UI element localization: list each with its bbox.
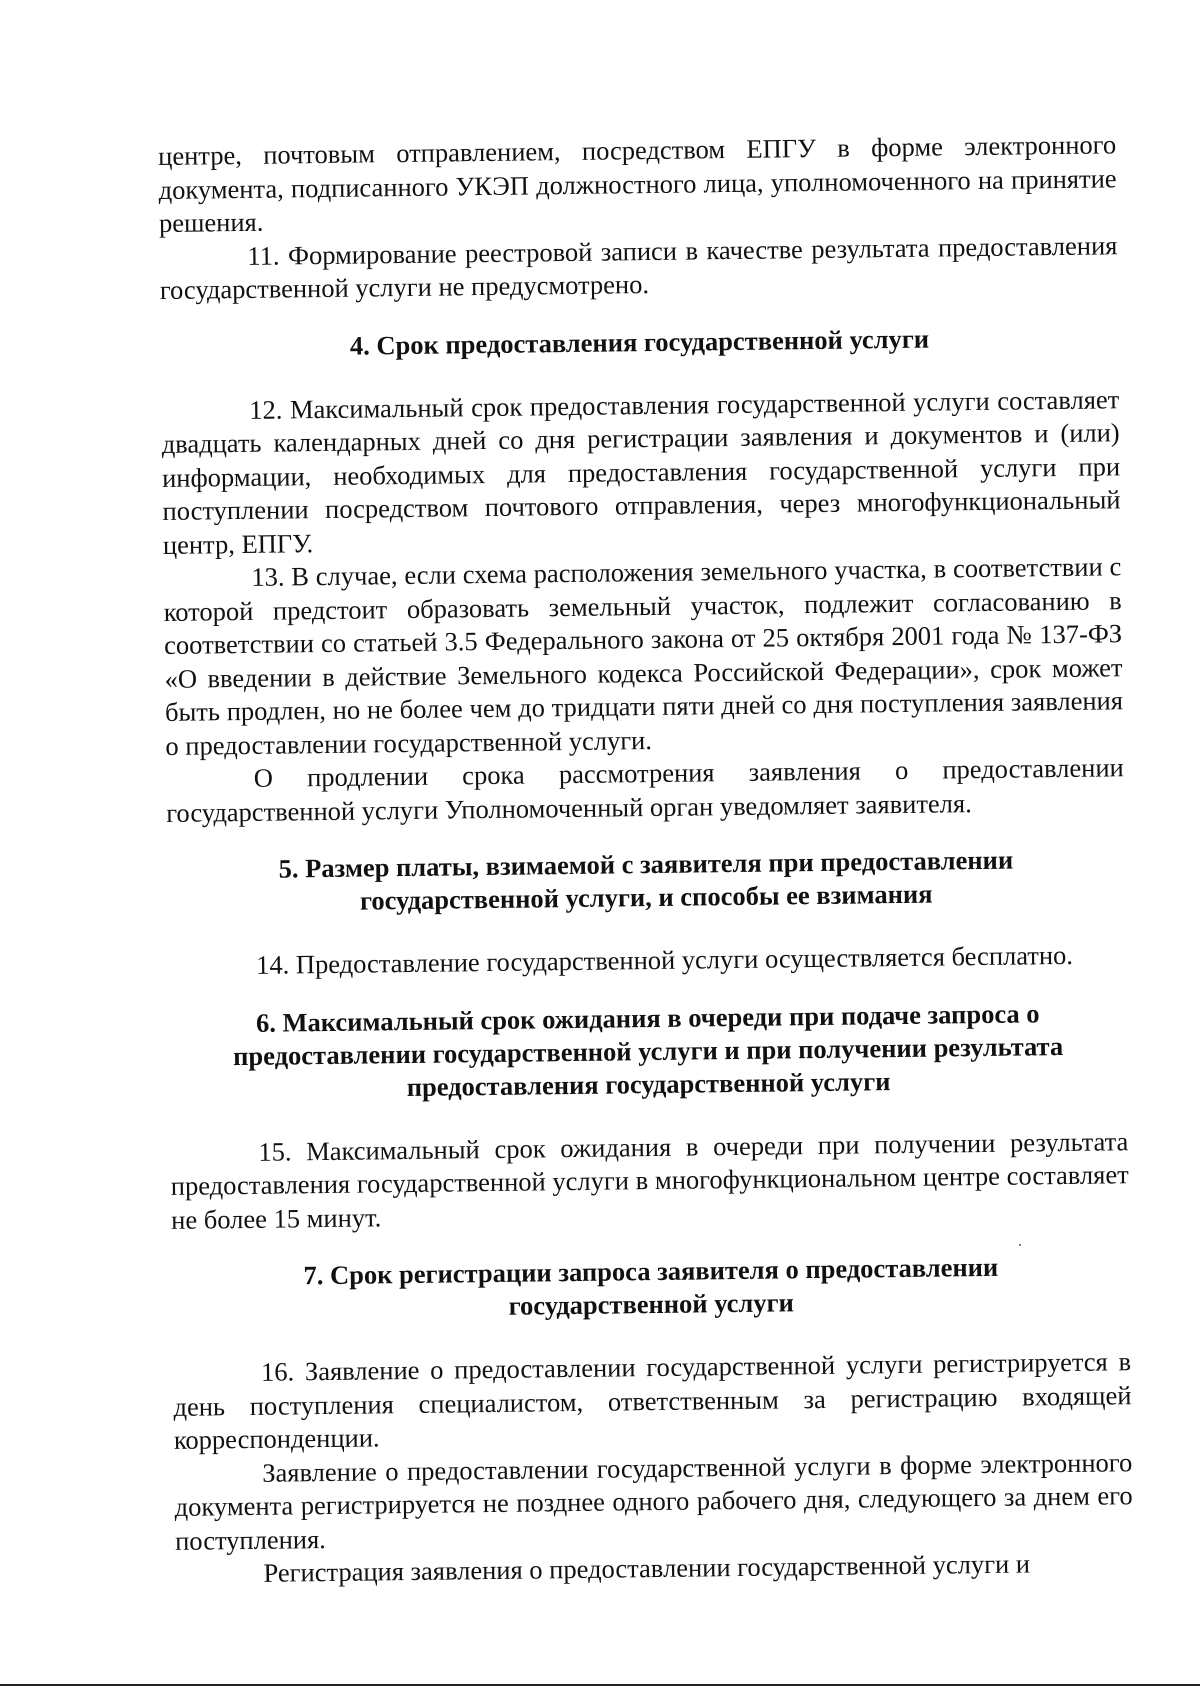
section-heading-7	[172, 1249, 1131, 1327]
paragraph-continuation: центре, почтовым отправлением, посредством ЕПГУ в форме электронного документа, подписанного УКЭП должностного лица, уполномоченного на принятие решения.	[158, 129, 1117, 238]
section-heading-5-line-1: 5. Размер платы, взимаемой с заявителя при предоставлении	[278, 844, 1014, 884]
paragraph-11: 11. Формирование реестровой записи в качестве результата предоставления государственной услуги не предусмотрено.	[159, 229, 1118, 305]
paragraph-16-registration: Регистрация заявления о предоставлении государственной услуги и	[263, 1548, 1031, 1588]
section-heading-7-line-2: государственной услуги	[508, 1287, 795, 1321]
paragraph-13: 13. В случае, если схема расположения земельного участка, в соответствии с которой предстоит образовать земельный участок, подлежит согласованию в соответствии со статьей 3.5 Федерального закона от 25 октября 2001 года № 137-ФЗ «О введении в действие Земельного кодекса Российской Федерации», срок может быть продлен, но не более чем до тридцати пяти дней со дня поступления заявления о предоставлении государственной услуги.	[163, 551, 1124, 761]
paragraph-16: 16. Заявление о предоставлении государственной услуги регистрируется в день поступления специалистом, ответственным за регистрацию входящей корреспонденции.	[173, 1346, 1132, 1455]
page-bottom-edge	[0, 1684, 1200, 1686]
paragraph-13-extension: О продлении срока рассмотрения заявления о предоставлении государственной услуги Уполномоченный орган уведомляет заявителя.	[166, 752, 1124, 828]
section-heading-5-line-2: государственной услуги, и способы ее взимания	[359, 878, 933, 916]
section-heading-6-line-2: предоставлении государственной услуги и при получении результата	[232, 1030, 1064, 1071]
paragraph-16-electronic: Заявление о предоставлении государственной услуги в форме электронного документа регистрируется не позднее одного рабочего дня, следующего за днем его поступления.	[174, 1446, 1133, 1556]
section-heading-6	[169, 996, 1128, 1107]
section-heading-5	[167, 842, 1126, 920]
paragraph-15: 15. Максимальный срок ожидания в очереди при получении результата предоставления государственной услуги в многофункциональном центре составляет не более 15 минут.	[170, 1125, 1129, 1235]
section-heading-6-line-3: предоставления государственной услуги	[406, 1065, 891, 1102]
section-heading-7-line-1: 7. Срок регистрации запроса заявителя о предоставлении	[303, 1251, 999, 1291]
scan-speck	[1019, 1244, 1021, 1246]
paragraph-12: 12. Максимальный срок предоставления государственной услуги составляет двадцать календарных дней со дня регистрации заявления и документов и (или) информации, необходимых для предоставления государственной услуги при поступлении посредством почтового отправления, через многофункциональный центр, ЕПГУ.	[161, 383, 1121, 560]
paragraph-14: 14. Предоставление государственной услуги осуществляется бесплатно.	[255, 939, 1074, 980]
section-heading-6-line-1: 6. Максимальный срок ожидания в очереди при подаче запроса о	[255, 997, 1040, 1038]
document-page	[158, 128, 1134, 1591]
section-heading-4: 4. Срок предоставления государственной услуги	[349, 323, 930, 361]
